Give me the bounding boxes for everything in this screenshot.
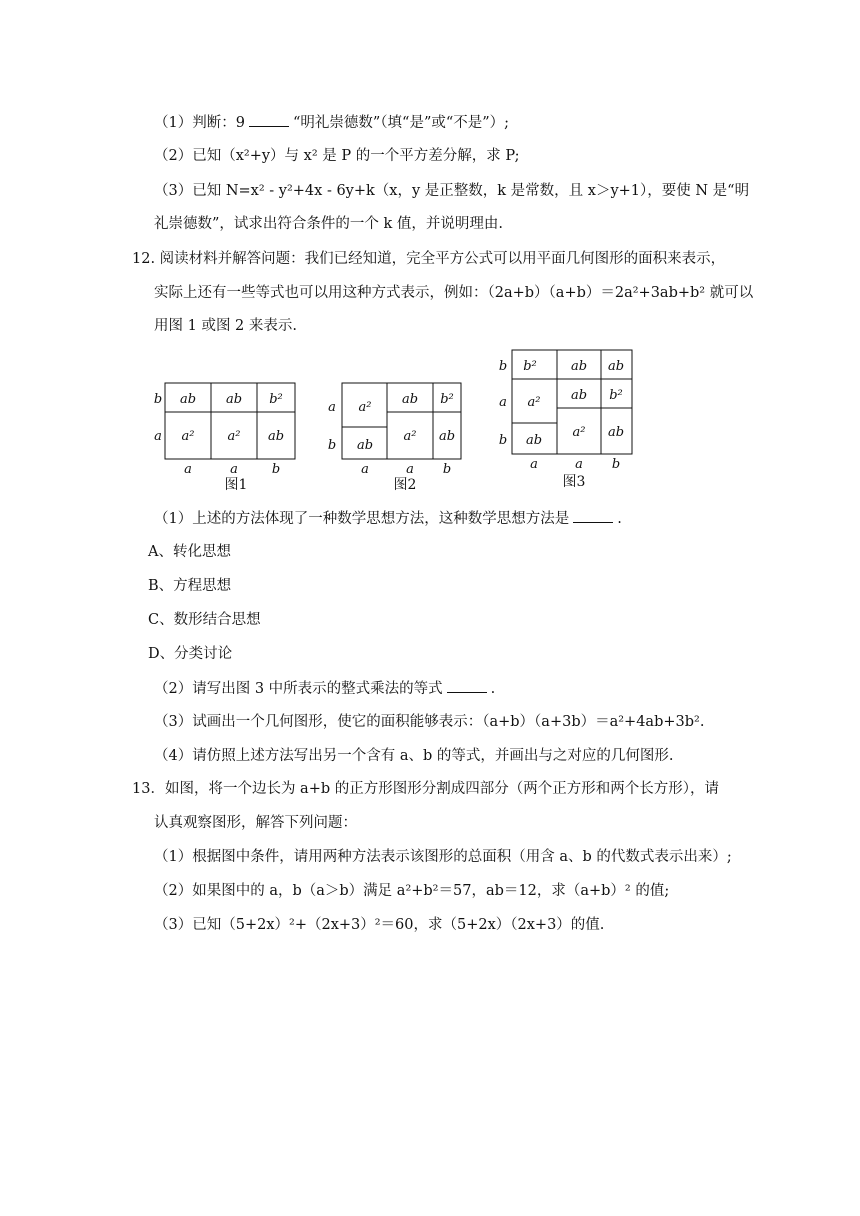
fig1-left-label: b xyxy=(153,392,163,407)
fig1-cell: a² xyxy=(181,429,195,444)
fig1-cell: b² xyxy=(269,392,283,407)
figure-2 xyxy=(325,375,470,499)
fig2-cell: ab xyxy=(401,392,419,407)
fig2-cell: b² xyxy=(440,392,454,407)
q12-stem-line2: 实际上还有一些等式也可以用这种方式表示，例如：（2a+b）（a+b）＝2a²+3ab+b² 就可以 xyxy=(154,285,754,301)
period: . xyxy=(617,511,622,527)
answer-blank[interactable] xyxy=(573,508,613,523)
q13-part2: （2）如果图中的 a，b（a＞b）满足 a²+b²＝57，ab＝12，求（a+b）² 的值; xyxy=(154,883,670,899)
fig2-cell: ab xyxy=(438,429,456,444)
answer-blank[interactable] xyxy=(249,112,289,127)
fig2-cell: a² xyxy=(358,400,372,415)
fig2-cell: ab xyxy=(356,438,374,453)
fig1-bottom-label: b xyxy=(271,462,281,477)
fig3-cell: ab xyxy=(570,388,588,403)
fig3-bottom-label: a xyxy=(575,457,583,472)
fig3-cell: ab xyxy=(607,359,625,374)
fig2-bottom-label: b xyxy=(442,462,452,477)
fig3-cell: ab xyxy=(607,425,625,440)
fig1-cell: ab xyxy=(267,429,285,444)
q12-stem-line1: 12. 阅读材料并解答问题：我们已经知道，完全平方公式可以用平面几何图形的面积来表示， xyxy=(132,251,726,267)
fig2-cell: a² xyxy=(403,429,417,444)
figure-3 xyxy=(494,346,644,500)
q12-part1-text: （1）上述的方法体现了一种数学思想方法，这种数学思想方法是 xyxy=(154,511,570,527)
fig1-bottom-label: a xyxy=(230,462,238,477)
answer-blank[interactable] xyxy=(447,678,487,693)
q11-part1 xyxy=(154,112,509,133)
fig2-bottom-label: a xyxy=(361,462,369,477)
fig2-left-label: a xyxy=(328,400,336,415)
fig3-cell: a² xyxy=(572,425,586,440)
q11-part1-suffix: “明礼崇德数”（填“是”或“不是”）; xyxy=(292,115,510,131)
fig3-cell: ab xyxy=(525,433,543,448)
q11-part3-line2: 礼崇德数”，试求出符合条件的一个 k 值，并说明理由. xyxy=(154,216,504,232)
fig1-left-label: a xyxy=(154,429,162,444)
option-c: C、数形结合思想 xyxy=(148,612,261,628)
q11-part2: （2）已知（x²+y）与 x² 是 P 的一个平方差分解，求 P; xyxy=(154,148,520,164)
fig3-cell: b² xyxy=(609,388,623,403)
fig3-left-label: b xyxy=(498,433,508,448)
fig3-left-label: b xyxy=(498,359,508,374)
q13-stem-line1: 13．如图，将一个边长为 a+b 的正方形图形分割成四部分（两个正方形和两个长方形），请 xyxy=(132,781,719,797)
q12-part2 xyxy=(154,678,495,699)
q12-part3: （3）试画出一个几何图形，使它的面积能够表示：（a+b）（a+3b）＝a²+4ab+3b². xyxy=(154,714,705,730)
fig1-bottom-label: a xyxy=(184,462,192,477)
q13-part3: （3）已知（5+2x）²+（2x+3）²＝60，求（5+2x）（2x+3）的值. xyxy=(154,917,605,933)
q13-part1: （1）根据图中条件，请用两种方法表示该图形的总面积（用含 a、b 的代数式表示出来）; xyxy=(154,849,732,865)
q12-part2-text: （2）请写出图 3 中所表示的整式乘法的等式 xyxy=(154,681,443,697)
fig1-cell: ab xyxy=(225,392,243,407)
option-b: B、方程思想 xyxy=(148,578,232,594)
q11-part1-prefix: （1）判断：9 xyxy=(154,115,245,131)
fig3-caption: 图3 xyxy=(562,474,586,490)
fig3-cell: a² xyxy=(527,395,541,410)
option-a: A、转化思想 xyxy=(148,544,231,560)
q12-stem-line3: 用图 1 或图 2 来表示. xyxy=(154,318,297,334)
fig2-bottom-label: a xyxy=(406,462,414,477)
q11-part3-line1: （3）已知 N=x² - y²+4x - 6y+k（x，y 是正整数，k 是常数，且 x＞y+1），要使 N 是“明 xyxy=(154,183,750,199)
figure-1 xyxy=(150,375,300,499)
option-d: D、分类讨论 xyxy=(148,646,233,662)
fig3-cell: ab xyxy=(570,359,588,374)
fig3-bottom-label: b xyxy=(611,457,621,472)
fig3-bottom-label: a xyxy=(530,457,538,472)
fig3-left-label: a xyxy=(499,395,507,410)
fig1-cell: ab xyxy=(179,392,197,407)
fig1-caption: 图1 xyxy=(224,477,248,493)
q13-stem-line2: 认真观察图形，解答下列问题： xyxy=(154,815,357,831)
period: . xyxy=(490,681,496,697)
fig2-caption: 图2 xyxy=(393,477,417,493)
fig3-cell: b² xyxy=(523,359,537,374)
q12-part1 xyxy=(154,508,622,529)
fig1-cell: a² xyxy=(227,429,241,444)
fig2-left-label: b xyxy=(327,438,337,453)
q12-part4: （4）请仿照上述方法写出另一个含有 a、b 的等式，并画出与之对应的几何图形. xyxy=(154,748,674,764)
